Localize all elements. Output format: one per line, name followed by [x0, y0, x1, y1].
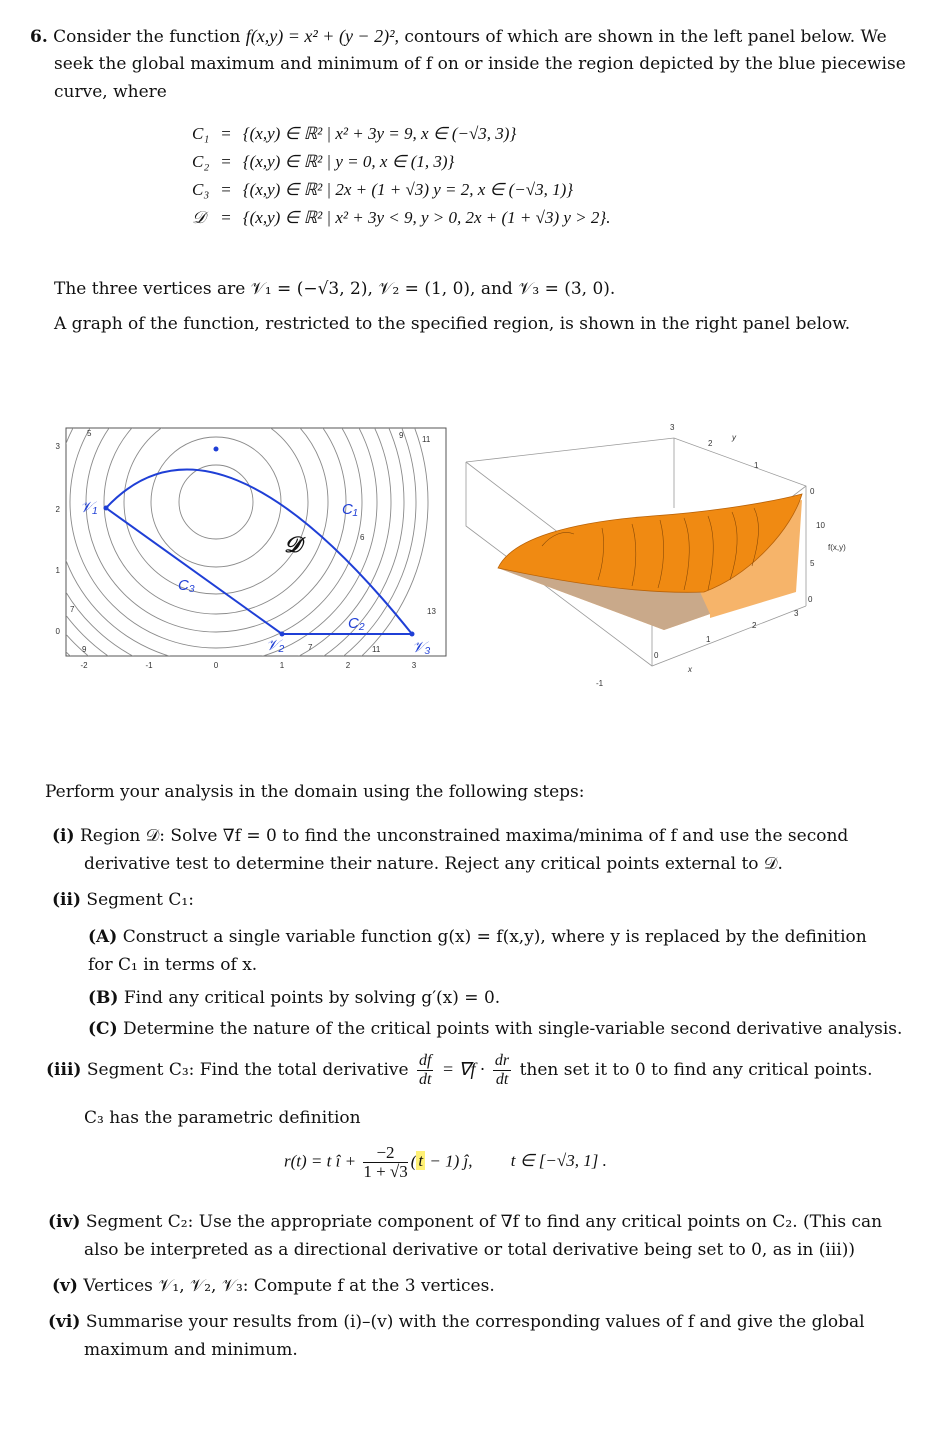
x-tick: -2 — [80, 661, 88, 670]
step-i-cont: derivative test to determine their nature. Reject any critical points external to 𝒟. — [84, 854, 783, 874]
boundary-top-marker — [214, 447, 219, 452]
x-tick: 0 — [213, 661, 219, 670]
step-vi — [48, 1308, 888, 1336]
x-tick: 3 — [411, 661, 417, 670]
fraction-denominator: 1 + √3 — [363, 1162, 408, 1181]
label-v1: 𝒱₁ — [80, 499, 98, 516]
problem-number: 6. — [30, 27, 48, 47]
contour-value: 11 — [372, 645, 381, 654]
surface-plot — [452, 418, 904, 690]
function-definition: f(x,y) = x² + (y − 2)², — [245, 26, 399, 46]
step-label: (iii) — [46, 1060, 82, 1080]
definition-expression: {(x,y) ∈ ℝ² | x² + 3y < 9, y > 0, 2x + (1 + √3) y > 2}. — [242, 208, 611, 227]
step-iv — [48, 1208, 888, 1236]
y-axis-label: y — [732, 433, 736, 442]
x-tick: 3 — [794, 609, 799, 618]
y-tick: 3 — [670, 423, 675, 432]
y-axis-labels — [670, 423, 759, 470]
y-axis-ticks — [56, 442, 61, 636]
label-c2: C₂ — [348, 615, 365, 632]
dr-dt-fraction — [493, 1052, 511, 1089]
fraction-denominator: dt — [418, 1071, 432, 1088]
contour-line — [30, 420, 431, 682]
fraction-numerator: df — [418, 1052, 432, 1069]
step-ii-b — [88, 984, 500, 1012]
step-ii-c — [88, 1015, 902, 1043]
steps-intro: Perform your analysis in the domain using the following steps: — [45, 782, 585, 802]
y-tick: 1 — [55, 566, 60, 575]
param-intro: C₃ has the parametric definition — [84, 1108, 361, 1128]
x-axis-ticks — [80, 661, 416, 670]
label-c1: C₁ — [342, 501, 358, 518]
fraction-denominator: dt — [495, 1071, 509, 1088]
step-label: (A) — [88, 927, 118, 947]
contour-value: 13 — [427, 607, 436, 616]
step-label: (i) — [52, 826, 75, 846]
vertex-v2-marker — [280, 632, 285, 637]
highlighted-t: t — [418, 1151, 424, 1171]
z-axis-labels — [808, 487, 846, 604]
z-tick: 0 — [808, 595, 813, 604]
label-c3: C₃ — [178, 577, 195, 594]
step-text: Region 𝒟: Solve ∇f = 0 to find the unconstrained maxima/minima of f and use the second — [79, 826, 849, 846]
x-tick: 2 — [752, 621, 757, 630]
contour-value: 9 — [399, 431, 404, 440]
definition-name: C₃ — [192, 180, 210, 199]
step-text: Segment C₁: — [86, 890, 194, 910]
definition-name: C₁ — [192, 124, 210, 143]
step-text: Segment C₂: Use the appropriate component of ∇f to find any critical points on C₂. (This can — [85, 1212, 883, 1232]
definition-row — [186, 148, 616, 176]
step-text: Find any critical points by solving g′(x) = 0. — [123, 988, 501, 1008]
label-region-d: 𝒟 — [284, 532, 302, 557]
step-text: Summarise your results from (i)–(v) with the corresponding values of f and give the global — [85, 1312, 865, 1332]
problem-intro — [30, 22, 910, 51]
z-tick: 10 — [816, 521, 825, 530]
fraction-numerator: −2 — [363, 1144, 407, 1163]
intro-text-2: contours of which are shown in the left panel below. We — [404, 27, 887, 47]
param-lhs: r(t) = t î + — [284, 1151, 357, 1171]
fraction-numerator: dr — [494, 1052, 510, 1069]
contour-line — [30, 420, 416, 682]
contour-line — [179, 465, 253, 539]
definition-expression: {(x,y) ∈ ℝ² | y = 0, x ∈ (1, 3)} — [242, 152, 455, 171]
definition-name: 𝒟 — [192, 208, 206, 227]
y-tick: 1 — [754, 461, 759, 470]
y-tick: 2 — [708, 439, 713, 448]
param-domain: t ∈ [−√3, 1] . — [510, 1151, 607, 1171]
contour-lines — [30, 420, 431, 682]
contour-value: 9 — [82, 645, 87, 654]
definition-row — [186, 204, 616, 232]
definition-equals: = — [221, 180, 231, 199]
plot-frame — [66, 428, 446, 656]
x-tick: 0 — [654, 651, 659, 660]
problem-line-3: curve, where — [54, 82, 167, 102]
contour-plot — [30, 420, 450, 682]
region-labels — [80, 499, 430, 656]
step-text: Construct a single variable function g(x) = f(x,y), where y is replaced by the definition for — [88, 927, 867, 975]
definition-equals: = — [221, 208, 231, 227]
step-label: (v) — [52, 1276, 78, 1296]
set-definitions — [186, 120, 616, 232]
step-label: (ii) — [52, 890, 82, 910]
param-fraction — [363, 1144, 407, 1181]
definition-row — [186, 120, 616, 148]
x-tick: 1 — [706, 635, 711, 644]
step-label: (iv) — [48, 1212, 81, 1232]
x-tick: -1 — [596, 679, 604, 688]
vertex-v1-marker — [104, 506, 109, 511]
vertex-v3-marker — [410, 632, 415, 637]
contour-value-labels — [70, 429, 436, 654]
step-text: then set it to 0 to find any critical points. — [519, 1060, 873, 1080]
step-label: (C) — [88, 1019, 118, 1039]
contour-value: 6 — [360, 533, 365, 542]
label-v2: 𝒱₂ — [266, 637, 285, 654]
definition-equals: = — [221, 152, 231, 171]
intro-text-1: Consider the function — [53, 27, 241, 47]
step-text: Determine the nature of the critical points with single-variable second derivative analysis. — [123, 1019, 903, 1039]
contour-line — [55, 420, 377, 663]
vertices-text: The three vertices are 𝒱₁ = (−√3, 2), 𝒱₂ = (1, 0), and 𝒱₃ = (3, 0). — [54, 279, 616, 299]
step-iii — [46, 1049, 873, 1090]
step-label: (vi) — [48, 1312, 81, 1332]
contour-line — [30, 420, 404, 682]
label-v3: 𝒱₃ — [412, 639, 431, 656]
step-i — [52, 822, 872, 850]
gradient-dot: = ∇f · — [441, 1059, 485, 1079]
x-tick: 2 — [345, 661, 351, 670]
step-text: Vertices 𝒱₁, 𝒱₂, 𝒱₃: Compute f at the 3 vertices. — [83, 1276, 495, 1296]
step-label: (B) — [88, 988, 119, 1008]
y-tick: 2 — [55, 505, 60, 514]
problem-line-2: seek the global maximum and minimum of f on or inside the region depicted by the blue piecewise — [54, 54, 906, 74]
z-tick: 5 — [810, 559, 815, 568]
y-tick: 3 — [55, 442, 60, 451]
definition-expression: {(x,y) ∈ ℝ² | x² + 3y = 9, x ∈ (−√3, 3)} — [242, 124, 517, 143]
graph-text: A graph of the function, restricted to the specified region, is shown in the right panel below. — [54, 314, 851, 334]
x-tick: -1 — [145, 661, 153, 670]
definition-expression: {(x,y) ∈ ℝ² | 2x + (1 + √3) y = 2, x ∈ (−√3, 1)} — [242, 180, 574, 199]
y-tick: 0 — [55, 627, 60, 636]
x-tick: 1 — [279, 661, 285, 670]
contour-value: 7 — [70, 605, 75, 614]
step-vi-cont: maximum and minimum. — [84, 1340, 298, 1360]
contour-value: 11 — [422, 435, 431, 444]
step-ii-a-cont: C₁ in terms of x. — [118, 955, 258, 975]
contour-value: 5 — [87, 429, 92, 438]
df-dt-fraction — [417, 1052, 433, 1089]
definition-equals: = — [221, 124, 231, 143]
step-ii — [52, 886, 194, 914]
z-tick: 0 — [810, 487, 815, 496]
contour-line — [151, 437, 281, 567]
step-iv-cont: also be interpreted as a directional derivative or total derivative being set to 0, as in (iii)) — [84, 1240, 855, 1260]
step-v — [52, 1272, 495, 1300]
contour-line — [86, 420, 346, 632]
definition-name: C₂ — [192, 152, 210, 171]
definition-row — [186, 176, 616, 204]
step-text: Segment C₃: Find the total derivative — [86, 1060, 409, 1080]
parametric-definition: r(t) = t î + $\frac{-2}{1 + √3}$ ( t − 1) ĵ, t ∈ [−√3, 1] . — [284, 1143, 607, 1181]
x-axis-label: x — [688, 665, 692, 674]
contour-value: 7 — [308, 643, 313, 652]
param-rest: − 1) ĵ, — [429, 1151, 473, 1171]
z-axis-label: f(x,y) — [828, 543, 846, 552]
